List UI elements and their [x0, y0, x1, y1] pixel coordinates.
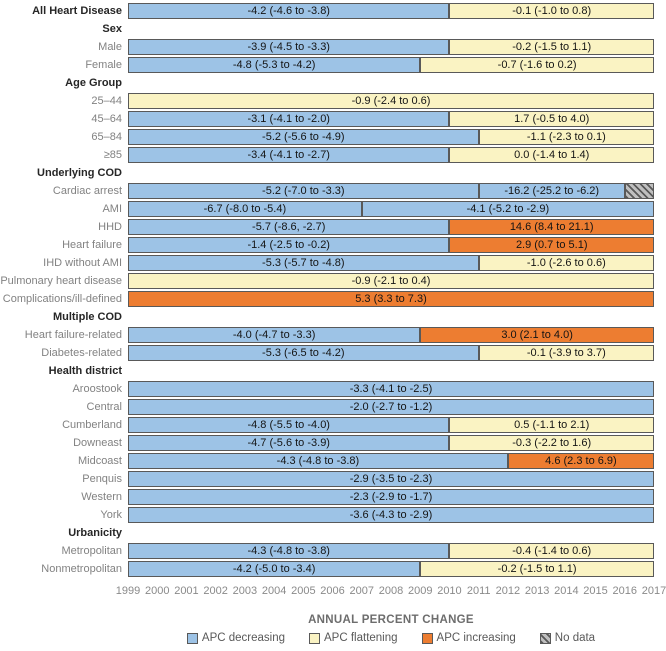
- bar-segment-decreasing: [128, 507, 654, 523]
- bar-segment-increasing: [449, 219, 654, 235]
- bar-segment-decreasing: [128, 57, 420, 73]
- chart-row: [0, 560, 666, 578]
- bar-segment-value: -3.3 (-4.1 to -2.5): [349, 382, 433, 395]
- bar-track: [128, 489, 654, 505]
- bar-segment-value: -0.4 (-1.4 to 0.6): [512, 544, 592, 557]
- section-spacer: [128, 525, 654, 541]
- bar-segment-value: -1.4 (-2.5 to -0.2): [247, 238, 330, 251]
- chart-row: [0, 200, 666, 218]
- chart-row: [0, 380, 666, 398]
- x-axis-tick-label: 2017: [641, 585, 666, 597]
- bar-segment-flattening: [449, 435, 654, 451]
- row-label: Western: [81, 491, 122, 503]
- chart-row: [0, 146, 666, 164]
- bar-segment-value: -0.1 (-1.0 to 0.8): [512, 4, 592, 17]
- chart-row: [0, 218, 666, 236]
- bar-segment-value: -5.2 (-5.6 to -4.9): [262, 130, 345, 143]
- row-label: 65–84: [91, 131, 122, 143]
- bar-segment-flattening: [479, 129, 654, 145]
- chart-row: [0, 92, 666, 110]
- bar-track: [128, 147, 654, 163]
- bar-segment-value: -3.6 (-4.3 to -2.9): [349, 508, 433, 521]
- bar-segment-decreasing: [128, 417, 449, 433]
- bar-segment-decreasing: [128, 39, 449, 55]
- section-header-row: [0, 74, 666, 92]
- bar-segment-decreasing: [128, 561, 420, 577]
- x-axis-tick-label: 2009: [407, 585, 433, 597]
- legend-label: APC increasing: [436, 632, 516, 644]
- x-axis-tick-label: 2006: [320, 585, 345, 597]
- bar-segment-value: -4.1 (-5.2 to -2.9): [466, 202, 550, 215]
- bar-segment-decreasing: [128, 255, 479, 271]
- bar-segment-flattening: [420, 561, 654, 577]
- x-axis-tick-label: 2010: [437, 585, 462, 597]
- bar-segment-decreasing: [128, 471, 654, 487]
- bar-segment-value: -5.3 (-5.7 to -4.8): [262, 256, 345, 269]
- x-axis: [115, 585, 666, 598]
- bar-segment-value: 2.9 (0.7 to 5.1): [515, 238, 588, 251]
- section-header-row: [0, 164, 666, 182]
- chart-row: [0, 488, 666, 506]
- legend: [128, 632, 654, 644]
- bar-segment-flattening: [479, 345, 654, 361]
- bar-segment-value: -5.2 (-7.0 to -3.3): [262, 184, 345, 197]
- chart-row: [0, 290, 666, 308]
- bar-track: [128, 507, 654, 523]
- x-axis-title: ANNUAL PERCENT CHANGE: [308, 614, 474, 626]
- x-axis-tick-label: 1999: [115, 585, 141, 597]
- bar-segment-flattening: [420, 57, 654, 73]
- bar-segment-value: -1.0 (-2.6 to 0.6): [526, 256, 606, 269]
- row-label: Complications/ill-defined: [2, 293, 122, 305]
- section-spacer: [128, 165, 654, 181]
- bar-segment-decreasing: [128, 489, 654, 505]
- bar-segment-value: -16.2 (-25.2 to -6.2): [504, 184, 600, 197]
- x-axis-tick-label: 2000: [144, 585, 170, 597]
- bar-segment-decreasing: [128, 129, 479, 145]
- section-header-row: [0, 20, 666, 38]
- row-label: ≥85: [103, 149, 122, 161]
- chart-row: [0, 182, 666, 200]
- x-axis-tick-label: 2001: [174, 585, 199, 597]
- bar-segment-value: -4.3 (-4.8 to -3.8): [276, 454, 360, 467]
- chart-row: [0, 38, 666, 56]
- bar-track: [128, 471, 654, 487]
- legend-label: APC flattening: [324, 632, 398, 644]
- bar-segment-decreasing: [128, 111, 449, 127]
- chart-row: [0, 326, 666, 344]
- legend-item-increasing: [422, 632, 516, 644]
- row-label: Penquis: [82, 473, 122, 485]
- x-axis-tick-label: 2012: [495, 585, 521, 597]
- bar-track: [128, 435, 654, 451]
- bar-track: [128, 93, 654, 109]
- bar-segment-decreasing: [128, 381, 654, 397]
- section-header-label: Underlying COD: [37, 167, 122, 179]
- row-label: Pulmonary heart disease: [0, 275, 122, 287]
- chart-row: [0, 110, 666, 128]
- bar-segment-value: -3.9 (-4.5 to -3.3): [247, 40, 330, 53]
- bar-segment-value: -5.7 (-8.6, -2.7): [252, 220, 326, 233]
- bar-segment-value: -0.1 (-3.9 to 3.7): [526, 346, 606, 359]
- legend-swatch-flattening: [309, 633, 320, 644]
- bar-segment-flattening: [128, 93, 654, 109]
- legend-swatch-nodata: [540, 633, 551, 644]
- bar-track: [128, 3, 654, 19]
- bar-segment-flattening: [449, 39, 654, 55]
- bar-track: [128, 381, 654, 397]
- bar-segment-value: 0.0 (-1.4 to 1.4): [514, 148, 590, 161]
- bar-segment-flattening: [479, 255, 654, 271]
- bar-segment-value: 1.7 (-0.5 to 4.0): [514, 112, 590, 125]
- section-header-row: [0, 524, 666, 542]
- x-axis-tick-label: 2015: [583, 585, 608, 597]
- bar-segment-value: -0.2 (-1.5 to 1.1): [512, 40, 592, 53]
- bar-segment-value: -4.2 (-4.6 to -3.8): [247, 4, 330, 17]
- bar-segment-value: -0.2 (-1.5 to 1.1): [497, 562, 577, 575]
- bar-track: [128, 39, 654, 55]
- row-label: Heart failure: [62, 239, 122, 251]
- row-label: Male: [98, 41, 122, 53]
- bar-segment-decreasing: [128, 183, 479, 199]
- row-label: Midcoast: [77, 455, 122, 467]
- legend-item-nodata: [540, 632, 595, 644]
- x-axis-tick-label: 2013: [524, 585, 550, 597]
- chart-row: [0, 56, 666, 74]
- section-header-label: Urbanicity: [68, 527, 122, 539]
- section-header-label: Age Group: [65, 77, 122, 89]
- bar-track: [128, 327, 654, 343]
- bar-segment-value: -4.8 (-5.3 to -4.2): [232, 58, 316, 71]
- chart-row: [0, 398, 666, 416]
- row-label: 45–64: [91, 113, 122, 125]
- chart-row: [0, 344, 666, 362]
- bar-segment-decreasing: [128, 435, 449, 451]
- chart-row: [0, 452, 666, 470]
- bar-segment-value: -4.8 (-5.5 to -4.0): [247, 418, 330, 431]
- legend-swatch-increasing: [422, 633, 433, 644]
- bar-segment-decreasing: [128, 219, 449, 235]
- row-label: 25–44: [91, 95, 122, 107]
- legend-swatch-decreasing: [187, 633, 198, 644]
- bar-segment-value: 14.6 (8.4 to 21.1): [509, 220, 594, 233]
- section-header-row: [0, 362, 666, 380]
- bar-track: [128, 57, 654, 73]
- bar-track: [128, 201, 654, 217]
- bar-segment-flattening: [449, 147, 654, 163]
- chart-row: [0, 506, 666, 524]
- bar-track: [128, 111, 654, 127]
- bar-segment-increasing: [128, 291, 654, 307]
- bar-track: [128, 561, 654, 577]
- bar-segment-value: -3.4 (-4.1 to -2.7): [247, 148, 330, 161]
- bar-segment-increasing: [420, 327, 654, 343]
- x-axis-tick-label: 2007: [349, 585, 375, 597]
- section-header-row: [0, 308, 666, 326]
- bar-track: [128, 237, 654, 253]
- chart-row: [0, 128, 666, 146]
- chart-rows: [0, 2, 666, 578]
- row-label: Female: [85, 59, 122, 71]
- x-axis-tick-label: 2011: [466, 585, 491, 597]
- bar-segment-value: -4.0 (-4.7 to -3.3): [232, 328, 316, 341]
- bar-track: [128, 291, 654, 307]
- row-label: AMI: [102, 203, 122, 215]
- bar-segment-increasing: [508, 453, 654, 469]
- row-label: Central: [86, 401, 122, 413]
- bar-segment-decreasing: [128, 237, 449, 253]
- chart-row: [0, 2, 666, 20]
- bar-track: [128, 399, 654, 415]
- bar-segment-nodata: [625, 183, 654, 199]
- row-label: Cumberland: [62, 419, 122, 431]
- bar-segment-value: -4.7 (-5.6 to -3.9): [247, 436, 330, 449]
- row-label: Aroostook: [72, 383, 122, 395]
- bar-segment-value: -2.0 (-2.7 to -1.2): [349, 400, 433, 413]
- bar-segment-decreasing: [128, 327, 420, 343]
- section-spacer: [128, 21, 654, 37]
- bar-segment-flattening: [449, 417, 654, 433]
- legend-label: No data: [554, 632, 596, 644]
- bar-track: [128, 543, 654, 559]
- bar-segment-flattening: [128, 273, 654, 289]
- row-label: Cardiac arrest: [52, 185, 122, 197]
- bar-segment-decreasing: [128, 147, 449, 163]
- x-axis-tick-label: 2004: [261, 585, 287, 597]
- bar-segment-decreasing: [479, 183, 625, 199]
- bar-segment-value: -4.2 (-5.0 to -3.4): [232, 562, 316, 575]
- bar-segment-decreasing: [128, 543, 449, 559]
- row-label: Heart failure-related: [24, 329, 122, 341]
- bar-track: [128, 219, 654, 235]
- x-axis-tick-label: 2016: [612, 585, 638, 597]
- row-label: Diabetes-related: [41, 347, 122, 359]
- legend-item-decreasing: [187, 632, 285, 644]
- section-header-label: Multiple COD: [52, 311, 122, 323]
- chart-row: [0, 416, 666, 434]
- row-label: HHD: [98, 221, 122, 233]
- chart-row: [0, 254, 666, 272]
- x-axis-tick-label: 2005: [291, 585, 316, 597]
- section-spacer: [128, 309, 654, 325]
- row-label: All Heart Disease: [32, 5, 122, 17]
- x-axis-tick-label: 2003: [232, 585, 258, 597]
- bar-segment-flattening: [449, 3, 654, 19]
- bar-track: [128, 255, 654, 271]
- chart-row: [0, 434, 666, 452]
- bar-segment-value: 5.3 (3.3 to 7.3): [355, 292, 427, 305]
- bar-segment-value: -5.3 (-6.5 to -4.2): [262, 346, 345, 359]
- chart-row: [0, 236, 666, 254]
- bar-segment-flattening: [449, 543, 654, 559]
- section-spacer: [128, 75, 654, 91]
- bar-segment-decreasing: [128, 345, 479, 361]
- legend-label: APC decreasing: [201, 632, 286, 644]
- row-label: Downeast: [73, 437, 122, 449]
- bar-segment-decreasing: [128, 399, 654, 415]
- row-label: IHD without AMI: [43, 257, 122, 269]
- bar-track: [128, 129, 654, 145]
- bar-segment-decreasing: [128, 3, 449, 19]
- bar-segment-value: -6.7 (-8.0 to -5.4): [203, 202, 287, 215]
- x-axis-tick-label: 2002: [203, 585, 228, 597]
- bar-track: [128, 417, 654, 433]
- bar-segment-value: -3.1 (-4.1 to -2.0): [247, 112, 330, 125]
- chart-row: [0, 470, 666, 488]
- bar-track: [128, 183, 654, 199]
- bar-segment-value: -0.9 (-2.4 to 0.6): [351, 94, 431, 107]
- chart-row: [0, 542, 666, 560]
- x-axis-tick-label: 2014: [554, 585, 579, 597]
- bar-segment-value: -0.9 (-2.1 to 0.4): [351, 274, 431, 287]
- legend-item-flattening: [309, 632, 398, 644]
- bar-track: [128, 273, 654, 289]
- bar-segment-decreasing: [362, 201, 654, 217]
- bar-segment-value: -4.3 (-4.8 to -3.8): [247, 544, 330, 557]
- bar-segment-value: 3.0 (2.1 to 4.0): [501, 328, 573, 341]
- row-label: York: [100, 509, 122, 521]
- row-label: Nonmetropolitan: [41, 563, 122, 575]
- bar-segment-flattening: [449, 111, 654, 127]
- bar-track: [128, 453, 654, 469]
- section-spacer: [128, 363, 654, 379]
- bar-segment-increasing: [449, 237, 654, 253]
- bar-segment-value: -2.9 (-3.5 to -2.3): [349, 472, 433, 485]
- bar-segment-value: -2.3 (-2.9 to -1.7): [349, 490, 433, 503]
- bar-segment-value: -0.7 (-1.6 to 0.2): [497, 58, 577, 71]
- section-header-label: Health district: [48, 365, 122, 377]
- bar-segment-value: -1.1 (-2.3 to 0.1): [526, 130, 606, 143]
- chart-row: [0, 272, 666, 290]
- bar-track: [128, 345, 654, 361]
- x-axis-tick-label: 2008: [378, 585, 404, 597]
- bar-segment-value: 0.5 (-1.1 to 2.1): [514, 418, 590, 431]
- bar-segment-decreasing: [128, 201, 362, 217]
- bar-segment-value: 4.6 (2.3 to 6.9): [545, 454, 617, 467]
- bar-segment-value: -0.3 (-2.2 to 1.6): [512, 436, 592, 449]
- row-label: Metropolitan: [61, 545, 122, 557]
- section-header-label: Sex: [102, 23, 122, 35]
- bar-segment-decreasing: [128, 453, 508, 469]
